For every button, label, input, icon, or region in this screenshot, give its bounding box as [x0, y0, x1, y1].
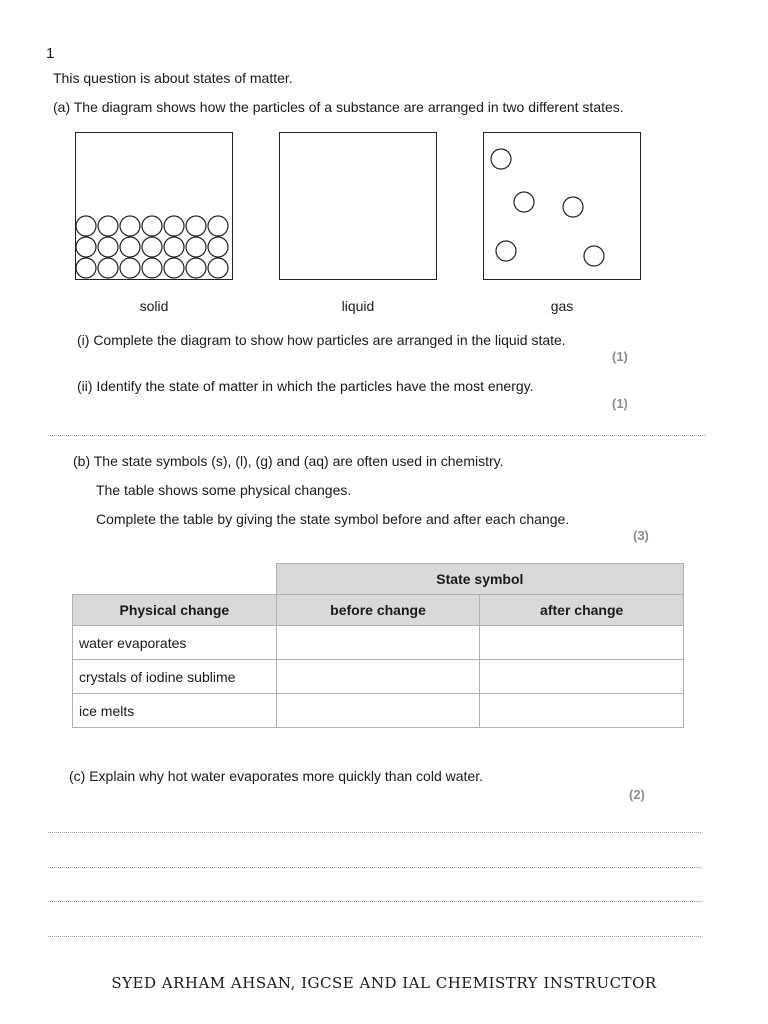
answer-line-c-2[interactable]	[48, 867, 701, 868]
circle-particle-icon	[76, 216, 96, 236]
part-a-ii-mark: (1)	[612, 396, 628, 411]
footer-credit: SYED ARHAM AHSAN, IGCSE AND IAL CHEMISTRY INSTRUCTOR	[111, 974, 657, 992]
circle-particle-icon	[208, 216, 228, 236]
table-cell-after[interactable]	[480, 626, 684, 660]
part-b-line1: (b) The state symbols (s), (l), (g) and (aq) are often used in chemistry.	[73, 453, 504, 469]
answer-line-a-ii[interactable]	[48, 435, 705, 436]
label-liquid: liquid	[341, 298, 375, 314]
label-gas: gas	[550, 298, 574, 314]
circle-particle-icon	[98, 216, 118, 236]
part-c-text: (c) Explain why hot water evaporates more quickly than cold water.	[69, 768, 483, 784]
circle-particle-icon	[496, 241, 516, 261]
state-symbol-table	[72, 563, 684, 728]
table-cell-after[interactable]	[480, 660, 684, 694]
gas-particles	[484, 133, 640, 279]
liquid-diagram-box[interactable]	[279, 132, 437, 280]
part-b-line3: Complete the table by giving the state symbol before and after each change.	[96, 511, 570, 527]
circle-particle-icon	[208, 237, 228, 257]
table-row	[73, 626, 684, 660]
circle-particle-icon	[76, 237, 96, 257]
circle-particle-icon	[98, 237, 118, 257]
part-a-i-text: (i) Complete the diagram to show how particles are arranged in the liquid state.	[77, 332, 566, 348]
table-row	[73, 660, 684, 694]
part-b-mark: (3)	[633, 528, 649, 543]
circle-particle-icon	[164, 237, 184, 257]
answer-line-c-3[interactable]	[48, 901, 701, 902]
table-cell-before[interactable]	[276, 660, 480, 694]
table-cell-change: crystals of iodine sublime	[73, 660, 277, 694]
circle-particle-icon	[208, 258, 228, 278]
circle-particle-icon	[76, 258, 96, 278]
circle-particle-icon	[491, 149, 511, 169]
table-row	[73, 694, 684, 728]
answer-line-c-1[interactable]	[48, 832, 701, 833]
part-c-mark: (2)	[629, 787, 645, 802]
table-cell-after[interactable]	[480, 694, 684, 728]
circle-particle-icon	[186, 216, 206, 236]
solid-particles	[76, 133, 232, 279]
gas-diagram-box	[483, 132, 641, 280]
table-group-header: State symbol	[276, 564, 683, 595]
circle-particle-icon	[186, 237, 206, 257]
circle-particle-icon	[164, 258, 184, 278]
question-intro: This question is about states of matter.	[53, 70, 293, 86]
circle-particle-icon	[514, 192, 534, 212]
part-a-i-mark: (1)	[612, 349, 628, 364]
answer-line-c-4[interactable]	[48, 936, 701, 937]
circle-particle-icon	[120, 237, 140, 257]
table-header-before: before change	[276, 595, 480, 626]
circle-particle-icon	[142, 258, 162, 278]
table-header-after: after change	[480, 595, 684, 626]
solid-diagram-box	[75, 132, 233, 280]
circle-particle-icon	[186, 258, 206, 278]
circle-particle-icon	[142, 237, 162, 257]
question-number: 1	[46, 45, 55, 62]
circle-particle-icon	[142, 216, 162, 236]
part-a-text: (a) The diagram shows how the particles of a substance are arranged in two different states.	[53, 99, 624, 115]
part-a-ii-text: (ii) Identify the state of matter in which the particles have the most energy.	[77, 378, 534, 394]
circle-particle-icon	[120, 216, 140, 236]
circle-particle-icon	[120, 258, 140, 278]
part-b-line2: The table shows some physical changes.	[96, 482, 352, 498]
circle-particle-icon	[98, 258, 118, 278]
circle-particle-icon	[164, 216, 184, 236]
table-cell-before[interactable]	[276, 626, 480, 660]
label-solid: solid	[139, 298, 169, 314]
table-header-physical-change: Physical change	[73, 595, 277, 626]
table-cell-change: ice melts	[73, 694, 277, 728]
circle-particle-icon	[563, 197, 583, 217]
circle-particle-icon	[584, 246, 604, 266]
table-cell-change: water evaporates	[73, 626, 277, 660]
table-cell-before[interactable]	[276, 694, 480, 728]
